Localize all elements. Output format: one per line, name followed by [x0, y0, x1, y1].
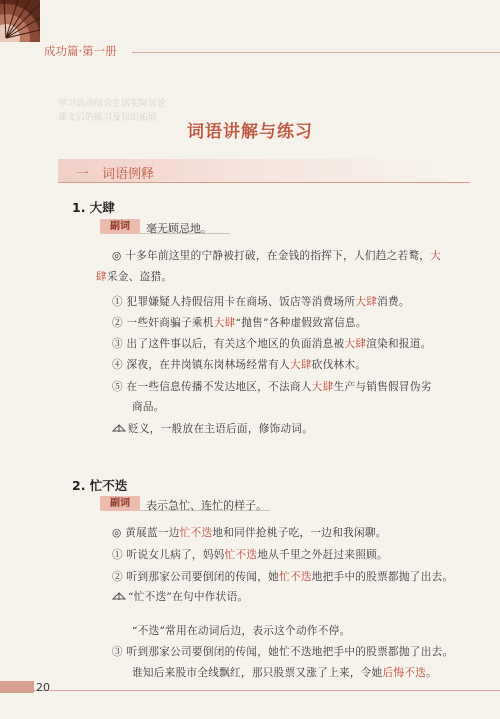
highlighted-term: 大肆	[213, 317, 236, 329]
example-text: 消费。	[377, 296, 410, 308]
example-line	[96, 269, 172, 284]
example-text: 地把手中的股票都抛了出去。	[311, 571, 454, 583]
example-line	[132, 665, 437, 680]
page-title: 词语讲解与练习	[187, 122, 313, 142]
example-text: ④ 深夜，在井岗镇东岗林场经常有人	[112, 359, 290, 371]
corner-decoration	[0, 0, 40, 42]
highlighted-term: 大肆	[311, 381, 334, 393]
example-text: ① 听说女儿病了，妈妈	[112, 549, 225, 561]
example-text: ② 一些奸商骗子乘机	[112, 317, 214, 329]
highlighted-term: 忙不迭	[179, 527, 213, 539]
example-line	[112, 379, 432, 394]
example-line	[112, 294, 410, 309]
highlighted-term: 大肆	[344, 338, 367, 350]
footer-rule	[34, 690, 500, 691]
faint-text-1: 学习活动结合生活实际讨论	[58, 99, 167, 109]
example-line	[112, 336, 432, 351]
highlighted-term: 忙不迭	[224, 549, 258, 561]
example-text: ③ 出了这件事以后，有关这个地区的负面消息被	[112, 338, 345, 350]
header-rule	[132, 52, 500, 53]
section-label: 词语例释	[102, 167, 155, 182]
example-line	[112, 248, 441, 263]
word-heading-1: 1. 大肆	[72, 200, 115, 215]
definition-2: 表示急忙、连忙的样子。	[146, 499, 267, 512]
example-text: 商品。	[132, 401, 165, 413]
example-text: 砍伐林木。	[311, 359, 367, 371]
pos-tag-1: 副词	[100, 219, 140, 234]
highlighted-term: 肆	[96, 271, 107, 283]
highlighted-term: 大肆	[289, 359, 312, 371]
example-text: ◎ 黄展蓝一边	[112, 527, 180, 539]
example-text: ◎ 十多年前这里的宁静被打破，在金钱的指挥下，人们趋之若鹜，	[112, 250, 431, 262]
highlighted-term: 后悔不迭	[382, 667, 427, 679]
example-text: ② 听到那家公司要倒闭的传闻，她	[112, 571, 280, 583]
example-text: 地从千里之外赶过来照顾。	[257, 549, 389, 561]
faint-text-2: 课文后的练习及知识拓展	[58, 113, 158, 123]
example-line	[112, 525, 387, 540]
example-text: 生产与销售假冒伪劣	[333, 381, 432, 393]
usage-note-text-1: 贬义，一般放在主语后面，修饰动词。	[128, 423, 314, 435]
section-number: 一	[76, 167, 90, 182]
page-number: 20	[36, 681, 50, 694]
example-text: ⑤ 在一些信息传播不发达地区，不法商人	[112, 381, 312, 393]
example-text: ③ 听到那家公司要倒闭的传闻，她忙不迭地把手中的股票都抛了出去。	[112, 646, 454, 658]
example-text: 谁知后来股市全线飘红，那只股票又涨了上来，令她	[132, 667, 383, 679]
footer-accent	[0, 681, 34, 693]
example-line	[112, 547, 388, 562]
example-text: 采金、盗猎。	[106, 271, 173, 283]
usage-note-2	[112, 589, 248, 604]
highlighted-term: 大	[430, 250, 442, 262]
usage-note-1	[112, 421, 313, 436]
word-heading-2: 2. 忙不迭	[72, 478, 128, 493]
example-text: 渲染和报道。	[366, 338, 432, 350]
example-text: ① 犯罪嫌疑人持假信用卡在商场、饭店等消费场所	[112, 296, 356, 308]
usage-note-text-2: “忙不迭”在句中作状语。	[128, 591, 249, 603]
example-line	[112, 357, 366, 372]
example-text: 。	[426, 667, 438, 679]
example-line	[112, 315, 367, 330]
pos-tag-2: 副词	[100, 496, 140, 511]
highlighted-term: 大肆	[355, 296, 378, 308]
example-line	[132, 399, 165, 414]
example-text: “抛售”各种虚假致富信息。	[235, 317, 367, 329]
definition-1: 毫无顾忌地。	[146, 222, 212, 235]
book-title: 成功篇·第一册	[44, 44, 117, 58]
example-text: 地和同伴抢桃子吃，一边和我闲聊。	[212, 527, 387, 539]
book-icon	[112, 423, 126, 433]
example-line	[112, 644, 453, 659]
highlighted-term: 忙不迭	[279, 571, 312, 583]
book-icon	[112, 591, 126, 601]
extra-note-2: “不迭”常用在动词后边，表示这个动作不停。	[132, 625, 351, 637]
example-line	[112, 569, 453, 584]
